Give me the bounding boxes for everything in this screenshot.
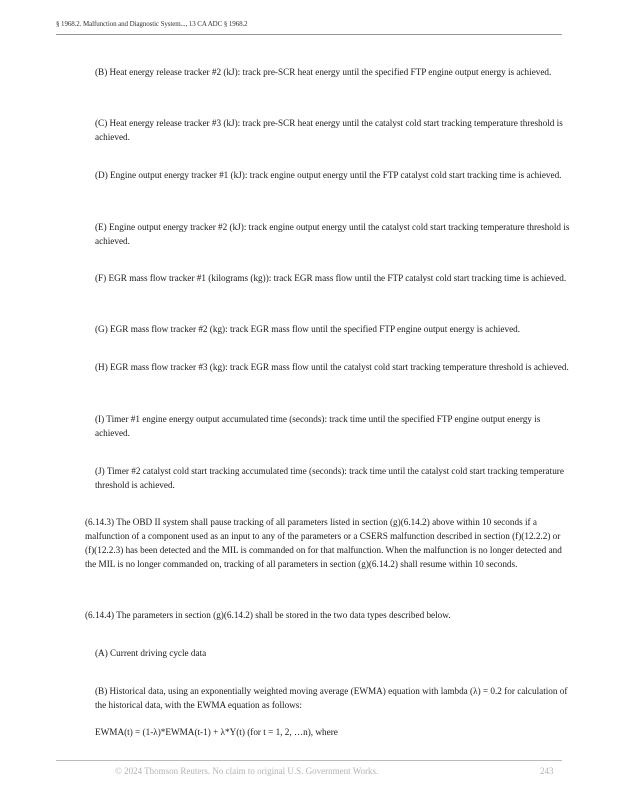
footer-copyright: © 2024 Thomson Reuters. No claim to original U.S. Government Works. (115, 766, 379, 776)
item-i: (I) Timer #1 engine energy output accumulated time (seconds): track time until the specified FTP engine output energy is achieved. (95, 414, 541, 438)
running-head: § 1968.2. Malfunction and Diagnostic System..., 13 CA ADC § 1968.2 (56, 20, 248, 28)
item-c: (C) Heat energy release tracker #3 (kJ): track pre-SCR heat energy until the catalyst cold start tracking temperature threshold is achieved. (95, 118, 563, 142)
section-6-14-3: (6.14.3) The OBD II system shall pause tracking of all parameters listed in section (g)(6.14.2) above within 10 seconds if a malfunction of a component used as an input to any of the parameters or a CSERS malfunction described in section (f)(12.2.2) or (f)(12.2.3) has been detected and the MIL is commanded on for that malfunction. When the malfunction is no longer detected and the MIL is no longer commanded on, tracking of all parameters in section (g)(6.14.2) shall resume within 10 seconds. (85, 517, 562, 569)
item-h: (H) EGR mass flow tracker #3 (kg): track EGR mass flow until the catalyst cold start tracking temperature threshold is achieved. (95, 362, 569, 372)
section-6-14-4: (6.14.4) The parameters in section (g)(6.14.2) shall be stored in the two data types described below. (85, 610, 451, 620)
item-b: (B) Heat energy release tracker #2 (kJ): track pre-SCR heat energy until the specified FTP engine output energy is achieved. (95, 67, 552, 77)
header-rule (56, 34, 562, 35)
ewma-equation: EWMA(t) = (1-λ)*EWMA(t-1) + λ*Y(t) (for t = 1, 2, …n), where (95, 727, 338, 737)
footer-rule (56, 760, 562, 761)
sub-b: (B) Historical data, using an exponentially weighted moving average (EWMA) equation with lambda (λ) = 0.2 for calculation of the historical data, with the EWMA equation as follows: (95, 686, 568, 710)
item-f: (F) EGR mass flow tracker #1 (kilograms (kg)): track EGR mass flow until the FTP catalyst cold start tracking time is achieved. (95, 273, 567, 283)
page-number: 243 (540, 766, 554, 776)
sub-a: (A) Current driving cycle data (95, 648, 207, 658)
item-j: (J) Timer #2 catalyst cold start tracking accumulated time (seconds): track time until the catalyst cold start tracking temperature threshold is achieved. (95, 466, 564, 490)
item-g: (G) EGR mass flow tracker #2 (kg): track EGR mass flow until the specified FTP engine output energy is achieved. (95, 324, 521, 334)
item-e: (E) Engine output energy tracker #2 (kJ): track engine output energy until the catalyst cold start tracking temperature threshold is achieved. (95, 222, 570, 246)
item-d: (D) Engine output energy tracker #1 (kJ): track engine output energy until the FTP catalyst cold start tracking time is achieved. (95, 170, 562, 180)
